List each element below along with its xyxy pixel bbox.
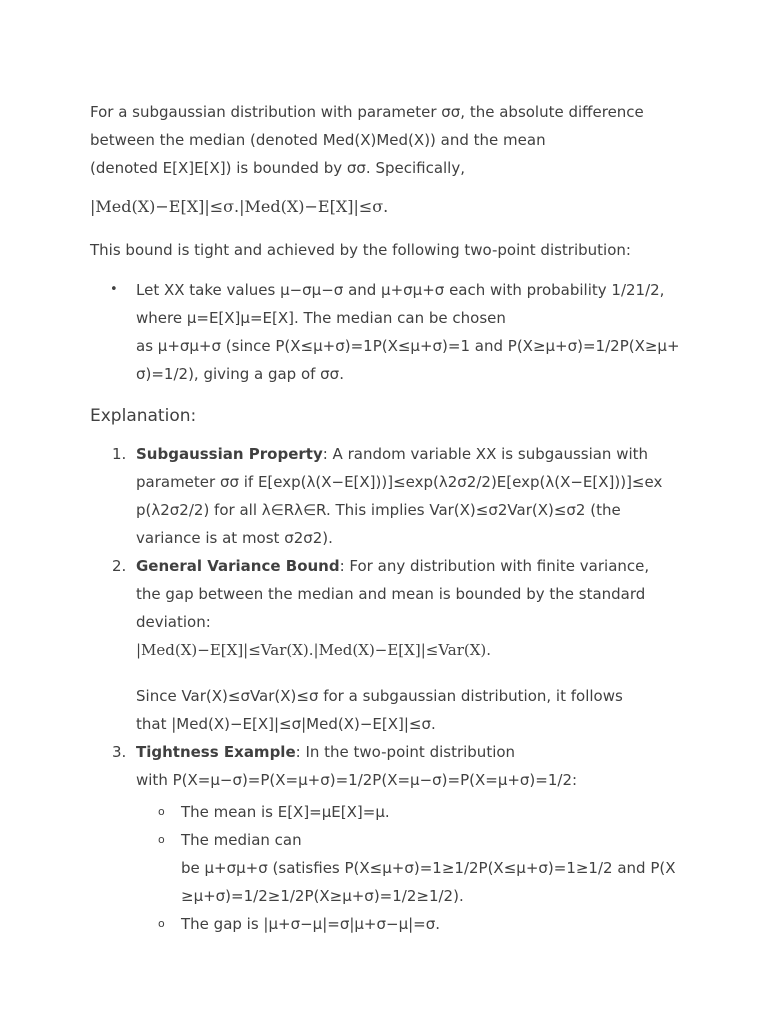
item-line-4: variance is at most σ2σ2).: [136, 529, 333, 547]
item-line-2: with P(X=μ−σ)=P(X=μ+σ)=1/2P(X=μ−σ)=P(X=μ+σ)=1/2:: [136, 771, 578, 789]
list-item: [90, 276, 682, 388]
list-item-subgaussian: [90, 440, 682, 552]
bullet-line-4: σ)=1/2), giving a gap of σσ.: [136, 365, 344, 383]
bullet-line-1: Let XX take values μ−σμ−σ and μ+σμ+σ each with probability 1/21/2,: [136, 281, 665, 299]
sub-list-item: [136, 910, 682, 938]
circle-bullet-icon: o: [158, 917, 165, 930]
circle-bullet-icon: o: [158, 805, 165, 818]
intro-line-1: For a subgaussian distribution with parameter σσ, the absolute difference: [90, 103, 644, 121]
item-line-1: : A random variable XX is subgaussian with: [322, 445, 649, 463]
item-line-3: deviation:: [136, 613, 211, 631]
item-title: Subgaussian Property: [136, 445, 323, 463]
bullet-line-3: as μ+σμ+σ (since P(X≤μ+σ)=1P(X≤μ+σ)=1 and P(X≥μ+σ)=1/2P(X≥μ+: [136, 337, 680, 355]
list-item-variance-bound: [90, 552, 682, 738]
item-title: Tightness Example: [136, 743, 296, 761]
sub-item-line: The median can: [181, 831, 302, 849]
item-line-2: the gap between the median and mean is bounded by the standard: [136, 585, 646, 603]
sub-list-item: [136, 826, 682, 910]
sub-item-line: ≥μ+σ)=1/2≥1/2P(X≥μ+σ)=1/2≥1/2).: [181, 887, 464, 905]
sub-list-item: [136, 798, 682, 826]
sub-item-line: be μ+σμ+σ (satisfies P(X≤μ+σ)=1≥1/2P(X≤μ+σ)=1≥1/2 and P(X: [181, 859, 676, 877]
intro-paragraph: [90, 98, 682, 182]
bullet-list: [90, 276, 682, 388]
bullet-line-2: where μ=E[X]μ=E[X]. The median can be chosen: [136, 309, 506, 327]
item-line-1: : For any distribution with finite variance,: [339, 557, 650, 575]
since-line-2: that |Med(X)−E[X]|≤σ|Med(X)−E[X]|≤σ.: [136, 715, 436, 733]
item-line-1: : In the two-point distribution: [295, 743, 516, 761]
item-line-2: parameter σσ if E[exp(λ(X−E[X]))]≤exp(λ2σ2/2)E[exp(λ(X−E[X]))]≤ex: [136, 473, 663, 491]
sub-list: [136, 798, 682, 938]
item-line-3: p(λ2σ2/2) for all λ∈Rλ∈R. This implies Var(X)≤σ2Var(X)≤σ2 (the: [136, 501, 621, 519]
sub-item-line: The mean is E[X]=μE[X]=μ.: [181, 803, 390, 821]
intro-line-2: between the median (denoted Med(X)Med(X)) and the mean: [90, 131, 546, 149]
sub-item-line: The gap is |μ+σ−μ|=σ|μ+σ−μ|=σ.: [181, 915, 441, 933]
item-equation: |Med(X)−E[X]|≤Var(X).|Med(X)−E[X]|≤Var(X).: [136, 641, 492, 659]
since-paragraph: [136, 682, 682, 738]
numbered-list: [90, 440, 682, 938]
since-line-1: Since Var(X)≤σVar(X)≤σ for a subgaussian distribution, it follows: [136, 687, 623, 705]
item-number: 1.: [112, 445, 127, 463]
document-body: [90, 98, 682, 938]
item-title: General Variance Bound: [136, 557, 340, 575]
circle-bullet-icon: o: [158, 833, 165, 846]
list-item-tightness: [90, 738, 682, 938]
bullet-marker: •: [110, 282, 118, 297]
item-number: 2.: [112, 557, 127, 575]
tightness-sentence: This bound is tight and achieved by the following two-point distribution:: [90, 241, 631, 259]
intro-line-3: (denoted E[X]E[X]) is bounded by σσ. Specifically,: [90, 159, 465, 177]
item-number: 3.: [112, 743, 127, 761]
display-equation: |Med(X)−E[X]|≤σ.|Med(X)−E[X]|≤σ.: [90, 197, 389, 216]
explanation-heading: Explanation:: [90, 406, 197, 426]
